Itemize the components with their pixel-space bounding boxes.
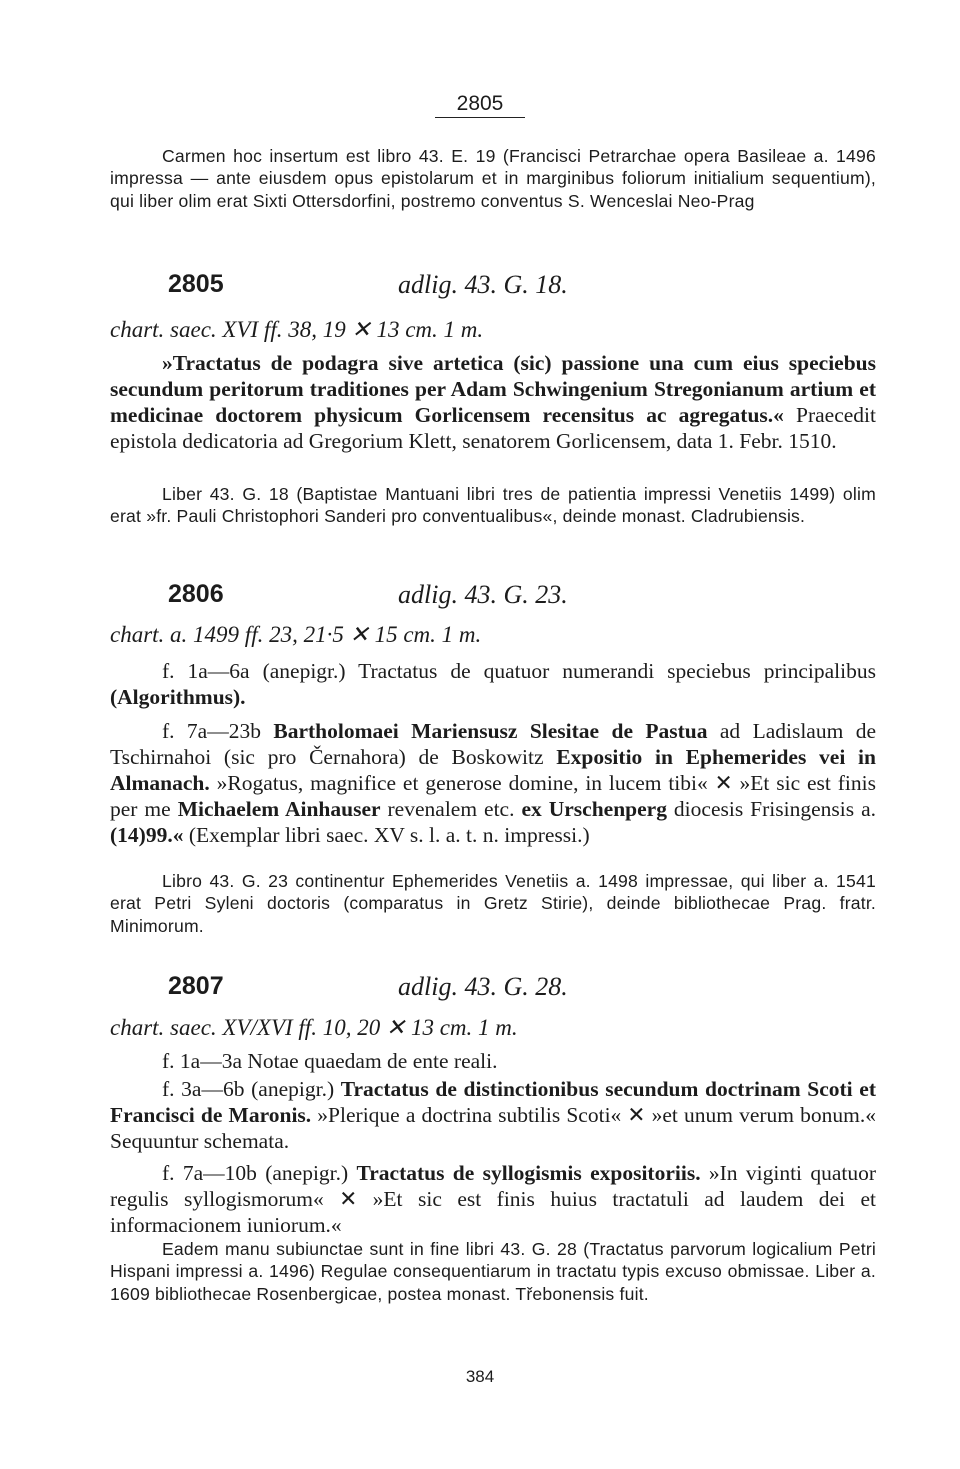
intro-paragraph: Carmen hoc insertum est libro 43. E. 19 (Francisci Petrarchae opera Basileae a. 1496 impressa — ante eiusdem opus epistolarum et in marginibus foliorum initialium sequentium), qui liber olim erat Sixti Ottersdorfini, postremo conventus S. Wenceslai Neo-Prag bbox=[110, 146, 876, 211]
entry-header-2806 bbox=[110, 580, 876, 620]
entry-note-2805: Liber 43. G. 18 (Baptistae Mantuani libri tres de patientia impressi Venetiis 1499) olim erat »fr. Pauli Christophori Sanderi pro conventualibus«, deinde monast. Cladrubiensis. bbox=[110, 484, 876, 527]
entry-physical-description: chart. saec. XVI ff. 38, 19 ✕ 13 cm. 1 m. bbox=[110, 317, 484, 342]
entry-number: 2806 bbox=[168, 580, 224, 608]
entry-note-2806: Libro 43. G. 23 continentur Ephemerides Venetiis a. 1498 impressae, qui liber a. 1541 erat Petri Syleni doctoris (comparatus in Gretz Stirie), deinde bibliothecae Prag. fratr. Minimorum. bbox=[110, 871, 876, 936]
entry-paragraph: f. 1a—6a (anepigr.) Tractatus de quatuor numerandi speciebus principalibus (Algorithmus). bbox=[110, 659, 876, 709]
entry-paragraph: »Tractatus de podagra sive artetica (sic) passione una cum eius speciebus secundum peritorum traditiones per Adam Schwingenium Stregonianum artium et medicinae doctorem physicum Gorlicensem recensitus ac agregatus.« Praecedit epistola dedicatoria ad Gregorium Klett, senatorem Gorlicensem, data 1. Febr. 1510. bbox=[110, 351, 876, 453]
entry-paragraph: f. 7a—23b Bartholomaei Mariensusz Slesitae de Pastua ad Ladislaum de Tschirnahoi (sic pro Černahora) de Boskowitz Expositio in Ephemerides vei in Almanach. »Rogatus, magnifice et generose domine, in lucem tibi« ✕ »Et sic est finis per me Michaelem Ainhauser revenalem etc. ex Urschenperg diocesis Frisingensis a. (14)99.« (Exemplar libri saec. XV s. l. a. t. n. impressi.) bbox=[110, 719, 877, 847]
running-head bbox=[0, 92, 960, 118]
entry-adlig: adlig. 43. G. 28. bbox=[398, 972, 568, 1001]
entry-physical-description: chart. saec. XV/XVI ff. 10, 20 ✕ 13 cm. 1 m. bbox=[110, 1015, 518, 1040]
entry-body-2805 bbox=[110, 350, 876, 454]
work-title: »Tractatus de podagra sive artetica (sic) passione una cum eius speciebus secundum peritorum traditiones per Adam Schwingenium Stregonianum artium et medicinae doctorem physicum Gorlicensem recensitus ac agregatus.« bbox=[110, 351, 876, 427]
entry-paragraph: f. 1a—3a Notae quaedam de ente reali. bbox=[162, 1049, 498, 1073]
folio-number: 384 bbox=[465, 1367, 495, 1386]
entry-adlig: adlig. 43. G. 18. bbox=[398, 270, 568, 299]
entry-adlig: adlig. 43. G. 23. bbox=[398, 580, 568, 609]
entry-paragraph: f. 7a—10b (anepigr.) Tractatus de syllogismis expositoriis. »In viginti quatuor regulis syllogismorum« ✕ »Et sic est finis huius tractatuli ad laudem dei et informacionem iuniorum.« bbox=[110, 1161, 877, 1237]
entry-physical-description: chart. a. 1499 ff. 23, 21·5 ✕ 15 cm. 1 m. bbox=[110, 622, 482, 647]
entry-body-2806 bbox=[110, 658, 876, 848]
entry-header-2805 bbox=[110, 270, 876, 310]
entry-note-2807: Eadem manu subiunctae sunt in fine libri 43. G. 28 (Tractatus parvorum logicalium Petri Hispani impressi a. 1496) Regulae consequentiarum in tractatu typis excuso obmissae. Liber a. 1609 bibliothecae Rosenbergicae, postea monast. Třebonensis fuit. bbox=[110, 1239, 876, 1304]
entry-header-2807 bbox=[110, 972, 876, 1012]
entry-paragraph: f. 3a—6b (anepigr.) Tractatus de distinctionibus secundum doctrinam Scoti et Francisci de Maronis. »Plerique a doctrina subtilis Scoti« ✕ »et unum verum bonum.« Sequuntur schemata. bbox=[110, 1077, 876, 1153]
entry-body-2807 bbox=[110, 1048, 876, 1238]
entry-number: 2807 bbox=[168, 972, 224, 1000]
page-number-top: 2805 bbox=[435, 92, 526, 118]
entry-number: 2805 bbox=[168, 270, 224, 298]
